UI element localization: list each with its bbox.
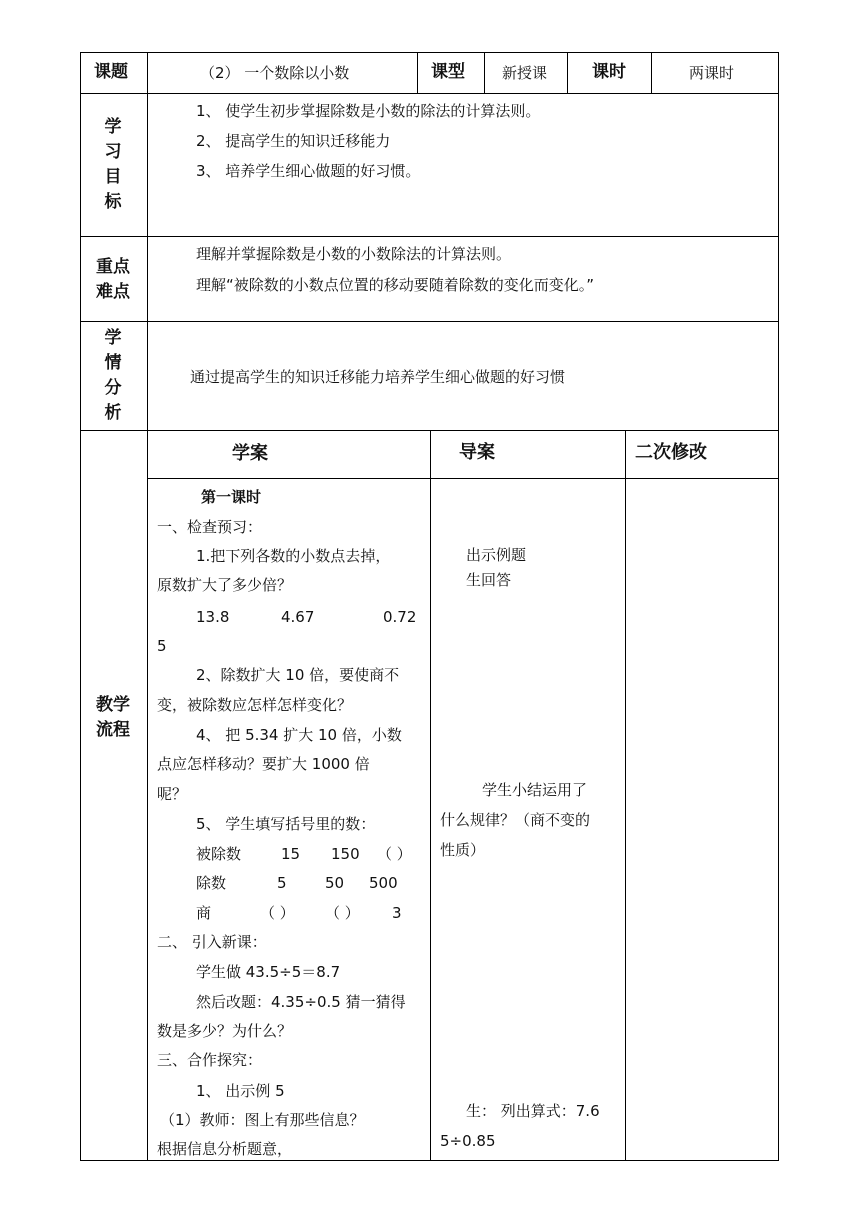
key-point-item: 理解“被除数的小数点位置的移动要随着除数的变化而变化。” bbox=[196, 276, 595, 294]
study-line: 数是多少？为什么？ bbox=[157, 1022, 293, 1040]
col-divider bbox=[484, 52, 485, 94]
row-divider bbox=[80, 93, 779, 94]
study-line: 15 bbox=[281, 845, 301, 863]
table-border-top bbox=[80, 52, 779, 53]
study-line: 1.把下列各数的小数点去掉， bbox=[196, 547, 391, 565]
col-divider bbox=[430, 430, 431, 1161]
revision-header: 二次修改 bbox=[635, 442, 707, 463]
guide-line: 出示例题 bbox=[466, 546, 527, 564]
guide-line: 5÷0.85 bbox=[440, 1132, 496, 1150]
study-line: 学生做 43.5÷5＝8.7 bbox=[196, 963, 341, 981]
label-char: 分 bbox=[104, 378, 122, 398]
study-line: 原数扩大了多少倍？ bbox=[157, 576, 293, 594]
analysis-text: 通过提高学生的知识迁移能力培养学生细心做题的好习惯 bbox=[190, 368, 566, 386]
study-line: 然后改题：4.35÷0.5 猜一猜得 bbox=[196, 993, 406, 1011]
table-border-left bbox=[80, 52, 81, 1161]
study-line: 4.67 bbox=[281, 608, 315, 626]
label-char: 目 bbox=[104, 167, 122, 187]
col-divider bbox=[651, 52, 652, 94]
guide-line: 生： 列出算式：7.6 bbox=[466, 1102, 600, 1120]
study-line: 除数 bbox=[196, 874, 227, 892]
study-line: 呢？ bbox=[157, 785, 188, 803]
row-divider bbox=[147, 478, 779, 479]
study-line: 0.72 bbox=[383, 608, 417, 626]
guide-line: 生回答 bbox=[466, 571, 512, 589]
key-point-item: 理解并掌握除数是小数的小数除法的计算法则。 bbox=[196, 245, 512, 263]
study-line: 1、 出示例 5 bbox=[196, 1082, 285, 1100]
table-border-right bbox=[778, 52, 779, 1161]
study-line: 变，被除数应怎样怎样变化？ bbox=[157, 696, 353, 714]
study-line: 一、检查预习： bbox=[157, 518, 263, 536]
topic-value: （2） 一个数除以小数 bbox=[200, 64, 350, 82]
label-char: 学 bbox=[104, 328, 122, 348]
period-label: 课时 bbox=[592, 62, 626, 82]
study-line: 500 bbox=[369, 874, 398, 892]
study-line: 商 bbox=[196, 904, 212, 922]
study-line: （1）教师：图上有那些信息？ bbox=[160, 1111, 365, 1129]
objective-item: 3、 培养学生细心做题的好习惯。 bbox=[196, 162, 421, 180]
key-points-label bbox=[93, 255, 133, 305]
label-line: 难点 bbox=[96, 282, 130, 302]
study-line: 5、 学生填写括号里的数： bbox=[196, 815, 376, 833]
study-plan-header: 学案 bbox=[232, 443, 268, 464]
study-line: （ ） bbox=[325, 904, 360, 922]
study-line: 4、 把 5.34 扩大 10 倍，小数 bbox=[196, 726, 402, 744]
study-line: 3 bbox=[392, 904, 402, 922]
process-label bbox=[93, 693, 133, 743]
guide-plan-header: 导案 bbox=[459, 442, 495, 463]
label-char: 情 bbox=[104, 353, 122, 373]
lesson-type-value: 新授课 bbox=[502, 64, 548, 82]
study-line: 根据信息分析题意， bbox=[157, 1140, 293, 1158]
topic-label: 课题 bbox=[94, 62, 128, 82]
objective-item: 2、 提高学生的知识迁移能力 bbox=[196, 132, 391, 150]
study-line: 点应怎样移动？要扩大 1000 倍 bbox=[157, 755, 370, 773]
objective-item: 1、 使学生初步掌握除数是小数的除法的计算法则。 bbox=[196, 102, 541, 120]
study-line: 2、除数扩大 10 倍，要使商不 bbox=[196, 666, 400, 684]
guide-line: 性质） bbox=[440, 841, 486, 859]
guide-line: 学生小结运用了 bbox=[482, 781, 588, 799]
study-line: 150 bbox=[331, 845, 360, 863]
study-line: 5 bbox=[157, 637, 167, 655]
guide-line: 什么规律？（商不变的 bbox=[440, 811, 591, 829]
study-line: 第一课时 bbox=[201, 488, 262, 506]
label-char: 习 bbox=[104, 142, 122, 162]
col-divider bbox=[625, 430, 626, 1161]
study-line: 被除数 bbox=[196, 845, 242, 863]
label-char: 析 bbox=[104, 403, 122, 423]
label-line: 重点 bbox=[96, 257, 130, 277]
col-divider bbox=[417, 52, 418, 94]
label-line: 流程 bbox=[96, 720, 130, 740]
lesson-type-label: 课型 bbox=[431, 62, 465, 82]
col-divider bbox=[147, 52, 148, 1161]
analysis-label bbox=[93, 326, 133, 426]
study-line: 二、 引入新课： bbox=[157, 933, 267, 951]
study-line: （ ） bbox=[260, 904, 295, 922]
label-line: 教学 bbox=[96, 695, 130, 715]
label-char: 学 bbox=[104, 117, 122, 137]
study-line: 13.8 bbox=[196, 608, 230, 626]
study-line: 5 bbox=[277, 874, 287, 892]
study-line: 三、合作探究： bbox=[157, 1051, 263, 1069]
row-divider bbox=[80, 321, 779, 322]
label-char: 标 bbox=[104, 192, 122, 212]
period-value: 两课时 bbox=[689, 64, 735, 82]
col-divider bbox=[567, 52, 568, 94]
objectives-label bbox=[93, 115, 133, 215]
study-line: 50 bbox=[325, 874, 345, 892]
study-line: （ ） bbox=[377, 845, 412, 863]
row-divider bbox=[80, 236, 779, 237]
